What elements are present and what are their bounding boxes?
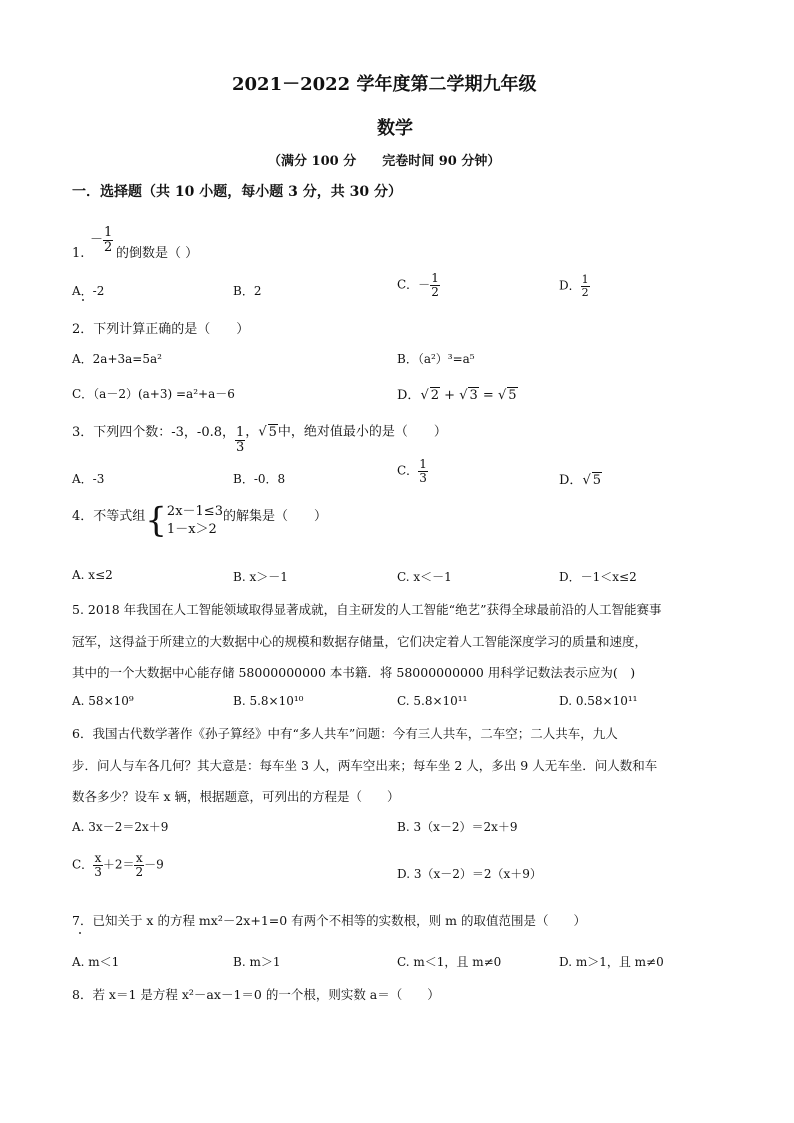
option-c[interactable]: C．（a－2）(a+3) =a²+a－6 <box>72 387 235 401</box>
score-info: （满分 100 分 完卷时间 90 分钟） <box>268 154 501 169</box>
ink-dot <box>79 932 81 934</box>
option-c[interactable]: C． $\frac{x}{3}$ ＋2＝ $\frac{x}{2}$ －9 <box>72 851 164 879</box>
option-b[interactable]: B．2 <box>233 284 262 298</box>
subject-title: 数学 <box>377 118 413 139</box>
question-7: 7．已知关于 x 的方程 mx²－2x+1=0 有两个不相等的实数根，则 m 的取值范围是（ ） <box>72 913 586 928</box>
option-b[interactable]: B. x＞－1 <box>233 570 288 584</box>
option-d[interactable]: D．√ 2 + √ 3 = √ 5 <box>397 388 517 403</box>
option-a[interactable]: A. 58×10⁹ <box>72 694 134 708</box>
option-c[interactable]: C． $\frac{1}{3}$ <box>397 457 427 485</box>
option-a[interactable]: A. x≤2 <box>72 568 113 582</box>
question-2: 2．下列计算正确的是（ ） <box>72 322 250 337</box>
option-b[interactable]: B. 5.8×10¹⁰ <box>233 694 304 708</box>
question-5-line-3: 其中的一个大数据中心能存储 58000000000 本书籍．将 58000000000 用科学记数法表示应为( ) <box>72 665 636 680</box>
option-d[interactable]: D． $\frac{1}{2}$ <box>559 273 589 299</box>
question-8: 8．若 x＝1 是方程 x²－ax－1＝0 的一个根，则实数 a＝（ ） <box>72 987 440 1002</box>
inequality-system: 2x－1≤3 1－x＞2 <box>166 504 223 537</box>
option-d[interactable]: D. 3（x－2）＝2（x＋9） <box>397 867 542 881</box>
question-5-line-2: 冠军，这得益于所建立的大数据中心的规模和数据存储量，它们决定着人工智能深度学习的质量和速度， <box>72 634 648 649</box>
option-d[interactable]: D．√ 5 <box>559 473 602 488</box>
question-number: 1. <box>72 246 85 261</box>
option-a[interactable]: A. m＜1 <box>72 955 120 969</box>
option-c[interactable]: C. 5.8×10¹¹ <box>397 694 468 708</box>
question-1 <box>72 216 199 261</box>
option-b[interactable]: B．-0．8 <box>233 472 286 486</box>
option-a[interactable]: A. 3x－2＝2x＋9 <box>72 820 169 834</box>
fraction: $\frac{1}{2}$ <box>104 225 113 255</box>
system-brace: { <box>145 500 167 541</box>
option-c[interactable]: C. x＜－1 <box>397 570 452 584</box>
question-text: 的倒数是（ ） <box>116 246 199 261</box>
minus-sign: － <box>90 232 104 248</box>
exam-title: 2021－2022 学年度第二学期九年级 <box>232 74 537 95</box>
option-a[interactable]: A．-2 <box>72 284 105 298</box>
option-b[interactable]: B. 3（x－2）＝2x＋9 <box>397 820 518 834</box>
option-d[interactable]: D．－1＜x≤2 <box>559 570 637 584</box>
ink-dot <box>82 299 84 301</box>
question-5-line-1: 5. 2018 年我国在人工智能领域取得显著成就，自主研发的人工智能“绝艺”获得全球最前沿的人工智能赛事 <box>72 602 662 617</box>
option-c[interactable]: C．－ $\frac{1}{2}$ <box>397 271 439 299</box>
option-d[interactable]: D. 0.58×10¹¹ <box>559 694 638 708</box>
option-c[interactable]: C. m＜1，且 m≠0 <box>397 955 502 969</box>
option-b[interactable]: B．（a²）³=a⁵ <box>397 352 475 366</box>
option-a[interactable]: A．2a+3a=5a² <box>72 352 162 366</box>
question-6-line-3: 数各多少？设车 x 辆，根据题意，可列出的方程是（ ） <box>72 789 400 804</box>
question-6-line-1: 6．我国古代数学著作《孙子算经》中有“多人共车”问题：今有三人共车，二车空；二人共车，九人 <box>72 726 618 741</box>
option-d[interactable]: D. m＞1，且 m≠0 <box>559 955 664 969</box>
option-a[interactable]: A．-3 <box>72 472 105 486</box>
question-6-line-2: 步．问人与车各几何？其大意是：每车坐 3 人，两车空出来；每车坐 2 人，多出 9 人无车坐．问人数和车 <box>72 758 658 773</box>
question-3: 3．下列四个数：-3，-0.8， $\frac{1}{3}$ ，√ 5中，绝对值最小的是（ ） <box>72 424 447 455</box>
option-b[interactable]: B. m＞1 <box>233 955 281 969</box>
question-4: 4．不等式组{ 2x－1≤3 1－x＞2 的解集是（ ） <box>72 500 327 541</box>
section-heading: 一．选择题（共 10 小题，每小题 3 分，共 30 分） <box>72 184 402 200</box>
